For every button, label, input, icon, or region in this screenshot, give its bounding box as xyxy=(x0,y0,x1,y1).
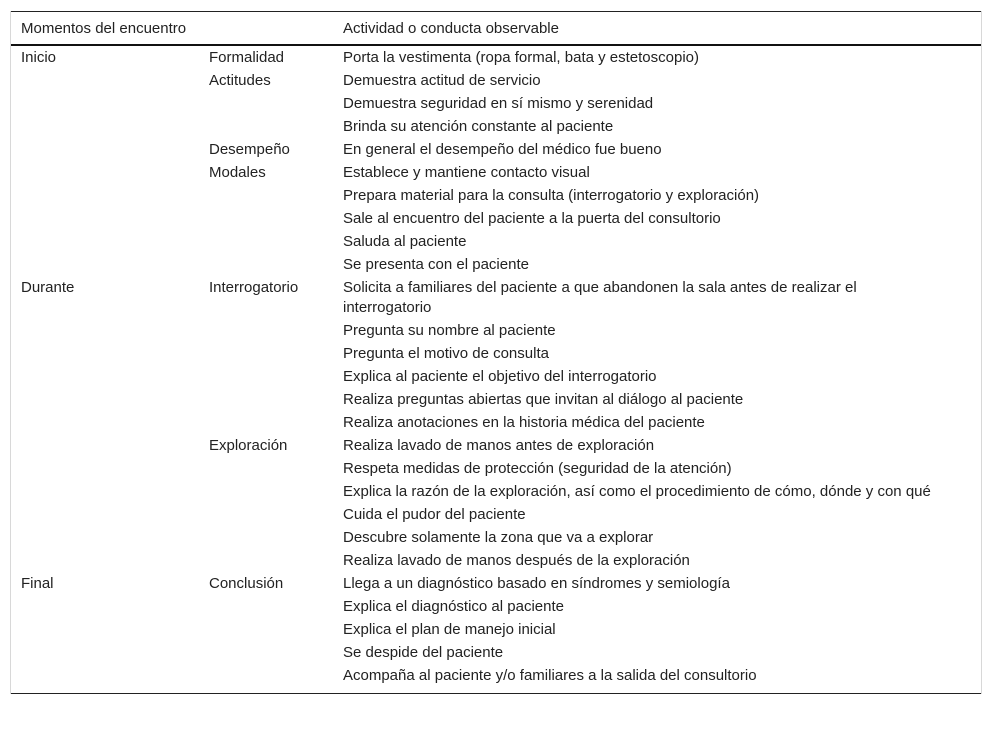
table-row xyxy=(11,45,981,69)
category-cell: Formalidad xyxy=(209,49,285,66)
header-category xyxy=(199,12,333,46)
activity-cell: Se despide del paciente xyxy=(343,644,504,661)
table-row xyxy=(11,411,981,434)
category-cell xyxy=(199,618,333,641)
table-header xyxy=(11,12,981,46)
moment-cell xyxy=(11,480,199,503)
category-cell xyxy=(199,184,333,207)
table-row xyxy=(11,184,981,207)
category-cell: Modales xyxy=(209,164,266,181)
table-row xyxy=(11,69,981,92)
category-cell xyxy=(199,549,333,572)
activity-cell: Realiza lavado de manos después de la exploración xyxy=(343,552,690,569)
moment-cell xyxy=(11,595,199,618)
moment-cell xyxy=(11,457,199,480)
table-row xyxy=(11,388,981,411)
activity-cell: Demuestra actitud de servicio xyxy=(343,72,541,89)
moment-cell: Durante xyxy=(21,279,75,296)
table-row xyxy=(11,595,981,618)
category-cell: Interrogatorio xyxy=(209,279,299,296)
moment-cell xyxy=(11,319,199,342)
category-cell xyxy=(199,641,333,664)
category-cell xyxy=(199,526,333,549)
category-cell xyxy=(199,115,333,138)
moment-cell xyxy=(11,230,199,253)
table-row xyxy=(11,115,981,138)
activity-cell: Porta la vestimenta (ropa formal, bata y estetoscopio) xyxy=(343,49,700,66)
activity-cell: Explica al paciente el objetivo del interrogatorio xyxy=(343,368,657,385)
moment-cell: Inicio xyxy=(21,49,57,66)
table-row xyxy=(11,434,981,457)
activity-cell: Prepara material para la consulta (interrogatorio y exploración) xyxy=(343,187,760,204)
moment-cell xyxy=(11,641,199,664)
category-cell xyxy=(199,207,333,230)
table-row xyxy=(11,253,981,276)
table-row xyxy=(11,230,981,253)
activity-cell: Acompaña al paciente y/o familiares a la salida del consultorio xyxy=(343,667,757,684)
moment-cell xyxy=(11,664,199,694)
activity-cell: Se presenta con el paciente xyxy=(343,256,529,273)
activity-cell: Pregunta el motivo de consulta xyxy=(343,345,549,362)
table-row xyxy=(11,92,981,115)
table-row xyxy=(11,276,981,319)
category-cell xyxy=(199,411,333,434)
category-cell xyxy=(199,480,333,503)
moment-cell xyxy=(11,365,199,388)
moment-cell xyxy=(11,207,199,230)
table-row xyxy=(11,572,981,595)
activity-cell: Llega a un diagnóstico basado en síndromes y semiología xyxy=(343,575,730,592)
category-cell xyxy=(199,457,333,480)
category-cell xyxy=(199,92,333,115)
moment-cell xyxy=(11,138,199,161)
category-cell xyxy=(199,503,333,526)
activity-cell: Brinda su atención constante al paciente xyxy=(343,118,614,135)
activity-cell: En general el desempeño del médico fue bueno xyxy=(343,141,662,158)
moment-cell: Final xyxy=(21,575,54,592)
activity-cell: Explica el diagnóstico al paciente xyxy=(343,598,564,615)
category-cell: Actitudes xyxy=(209,72,271,89)
table-row xyxy=(11,503,981,526)
moment-cell xyxy=(11,253,199,276)
table-row xyxy=(11,161,981,184)
table-row xyxy=(11,138,981,161)
moment-cell xyxy=(11,388,199,411)
category-cell xyxy=(199,365,333,388)
observation-table-container xyxy=(10,11,982,694)
moment-cell xyxy=(11,503,199,526)
table-row xyxy=(11,319,981,342)
activity-cell: Realiza anotaciones en la historia médica del paciente xyxy=(343,414,705,431)
header-activity: Actividad o conducta observable xyxy=(343,20,559,37)
moment-cell xyxy=(11,69,199,92)
activity-cell: Sale al encuentro del paciente a la puerta del consultorio xyxy=(343,210,721,227)
moment-cell xyxy=(11,618,199,641)
category-cell: Conclusión xyxy=(209,575,284,592)
activity-cell: Cuida el pudor del paciente xyxy=(343,506,526,523)
observation-table xyxy=(11,11,981,694)
table-row xyxy=(11,549,981,572)
moment-cell xyxy=(11,526,199,549)
moment-cell xyxy=(11,434,199,457)
activity-cell: Saluda al paciente xyxy=(343,233,467,250)
moment-cell xyxy=(11,549,199,572)
table-row xyxy=(11,664,981,694)
table-row xyxy=(11,457,981,480)
activity-cell: Realiza lavado de manos antes de exploración xyxy=(343,437,655,454)
category-cell xyxy=(199,664,333,694)
table-row xyxy=(11,480,981,503)
category-cell xyxy=(199,342,333,365)
activity-cell: Explica la razón de la exploración, así como el procedimiento de cómo, dónde y con qué xyxy=(343,483,931,500)
moment-cell xyxy=(11,342,199,365)
activity-cell: Solicita a familiares del paciente a que abandonen la sala antes de realizar el interrogatorio xyxy=(343,279,857,316)
category-cell xyxy=(199,253,333,276)
activity-cell: Realiza preguntas abiertas que invitan al diálogo al paciente xyxy=(343,391,744,408)
table-row xyxy=(11,526,981,549)
header-row xyxy=(11,12,981,46)
activity-cell: Descubre solamente la zona que va a explorar xyxy=(343,529,654,546)
table-row xyxy=(11,365,981,388)
activity-cell: Demuestra seguridad en sí mismo y serenidad xyxy=(343,95,654,112)
activity-cell: Establece y mantiene contacto visual xyxy=(343,164,590,181)
activity-cell: Pregunta su nombre al paciente xyxy=(343,322,556,339)
table-row xyxy=(11,342,981,365)
category-cell xyxy=(199,595,333,618)
moment-cell xyxy=(11,115,199,138)
category-cell: Exploración xyxy=(209,437,288,454)
moment-cell xyxy=(11,411,199,434)
table-body xyxy=(11,45,981,694)
moment-cell xyxy=(11,161,199,184)
moment-cell xyxy=(11,184,199,207)
table-row xyxy=(11,207,981,230)
header-moments: Momentos del encuentro xyxy=(21,20,187,37)
category-cell: Desempeño xyxy=(209,141,290,158)
activity-cell: Respeta medidas de protección (seguridad de la atención) xyxy=(343,460,732,477)
category-cell xyxy=(199,319,333,342)
category-cell xyxy=(199,388,333,411)
table-row xyxy=(11,641,981,664)
table-row xyxy=(11,618,981,641)
activity-cell: Explica el plan de manejo inicial xyxy=(343,621,556,638)
category-cell xyxy=(199,230,333,253)
moment-cell xyxy=(11,92,199,115)
